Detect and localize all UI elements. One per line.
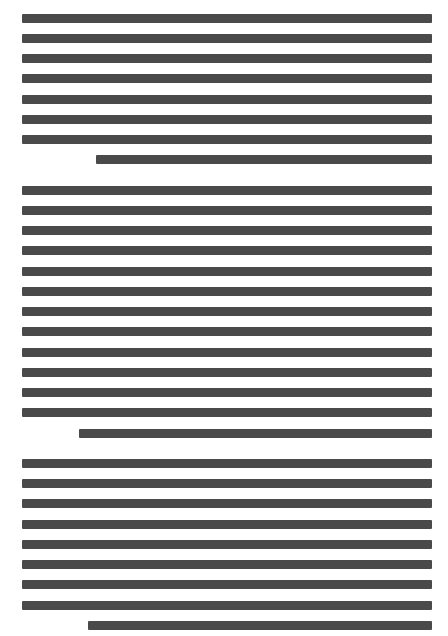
text-line-bar bbox=[22, 34, 432, 43]
text-line-bar bbox=[22, 327, 432, 336]
text-line bbox=[22, 615, 432, 635]
text-line-bar bbox=[22, 368, 432, 377]
text-line-bar bbox=[22, 307, 432, 316]
text-line bbox=[22, 362, 432, 382]
text-line bbox=[22, 28, 432, 48]
text-line bbox=[22, 534, 432, 554]
paragraph-3-lines bbox=[22, 453, 432, 635]
text-line bbox=[22, 130, 432, 150]
text-line-bar bbox=[22, 601, 432, 610]
text-line-bar bbox=[22, 95, 432, 104]
text-line bbox=[22, 595, 432, 615]
article-body bbox=[22, 8, 432, 636]
text-line-bar bbox=[22, 206, 432, 215]
text-line bbox=[22, 342, 432, 362]
text-line bbox=[22, 241, 432, 261]
text-line-bar bbox=[22, 267, 432, 276]
text-line bbox=[22, 150, 432, 170]
text-line-bar bbox=[22, 479, 432, 488]
text-line bbox=[22, 200, 432, 220]
text-line-bar bbox=[96, 155, 432, 164]
text-line-bar bbox=[22, 388, 432, 397]
text-line bbox=[22, 180, 432, 200]
text-line bbox=[22, 221, 432, 241]
text-line bbox=[22, 8, 432, 28]
text-line bbox=[22, 261, 432, 281]
text-line-bar bbox=[22, 540, 432, 549]
text-line-bar bbox=[22, 14, 432, 23]
text-line bbox=[22, 474, 432, 494]
text-line-bar bbox=[22, 246, 432, 255]
text-line bbox=[22, 453, 432, 473]
paragraph-1 bbox=[22, 8, 432, 170]
text-line-bar bbox=[22, 499, 432, 508]
text-line-bar bbox=[22, 74, 432, 83]
text-line bbox=[22, 575, 432, 595]
text-line-bar bbox=[22, 287, 432, 296]
text-line bbox=[22, 49, 432, 69]
text-line-bar bbox=[22, 135, 432, 144]
text-line-bar bbox=[22, 226, 432, 235]
text-line bbox=[22, 322, 432, 342]
text-line bbox=[22, 423, 432, 443]
text-line bbox=[22, 302, 432, 322]
text-line bbox=[22, 383, 432, 403]
paragraph-3 bbox=[22, 453, 432, 635]
text-line bbox=[22, 69, 432, 89]
text-line bbox=[22, 555, 432, 575]
text-line-bar bbox=[22, 520, 432, 529]
text-line-bar bbox=[22, 54, 432, 63]
text-line bbox=[22, 403, 432, 423]
text-line-bar bbox=[22, 459, 432, 468]
text-line-bar bbox=[79, 429, 432, 438]
text-line-bar bbox=[22, 348, 432, 357]
paragraph-1-lines bbox=[22, 8, 432, 170]
text-line-bar bbox=[88, 621, 432, 630]
text-line-bar bbox=[22, 580, 432, 589]
text-line-bar bbox=[22, 115, 432, 124]
text-line-bar bbox=[22, 186, 432, 195]
text-line-bar bbox=[22, 560, 432, 569]
text-line bbox=[22, 514, 432, 534]
paragraph-2 bbox=[22, 180, 432, 443]
text-line bbox=[22, 89, 432, 109]
text-line bbox=[22, 109, 432, 129]
text-line bbox=[22, 494, 432, 514]
text-line bbox=[22, 281, 432, 301]
text-line-bar bbox=[22, 408, 432, 417]
paragraph-2-lines bbox=[22, 180, 432, 443]
